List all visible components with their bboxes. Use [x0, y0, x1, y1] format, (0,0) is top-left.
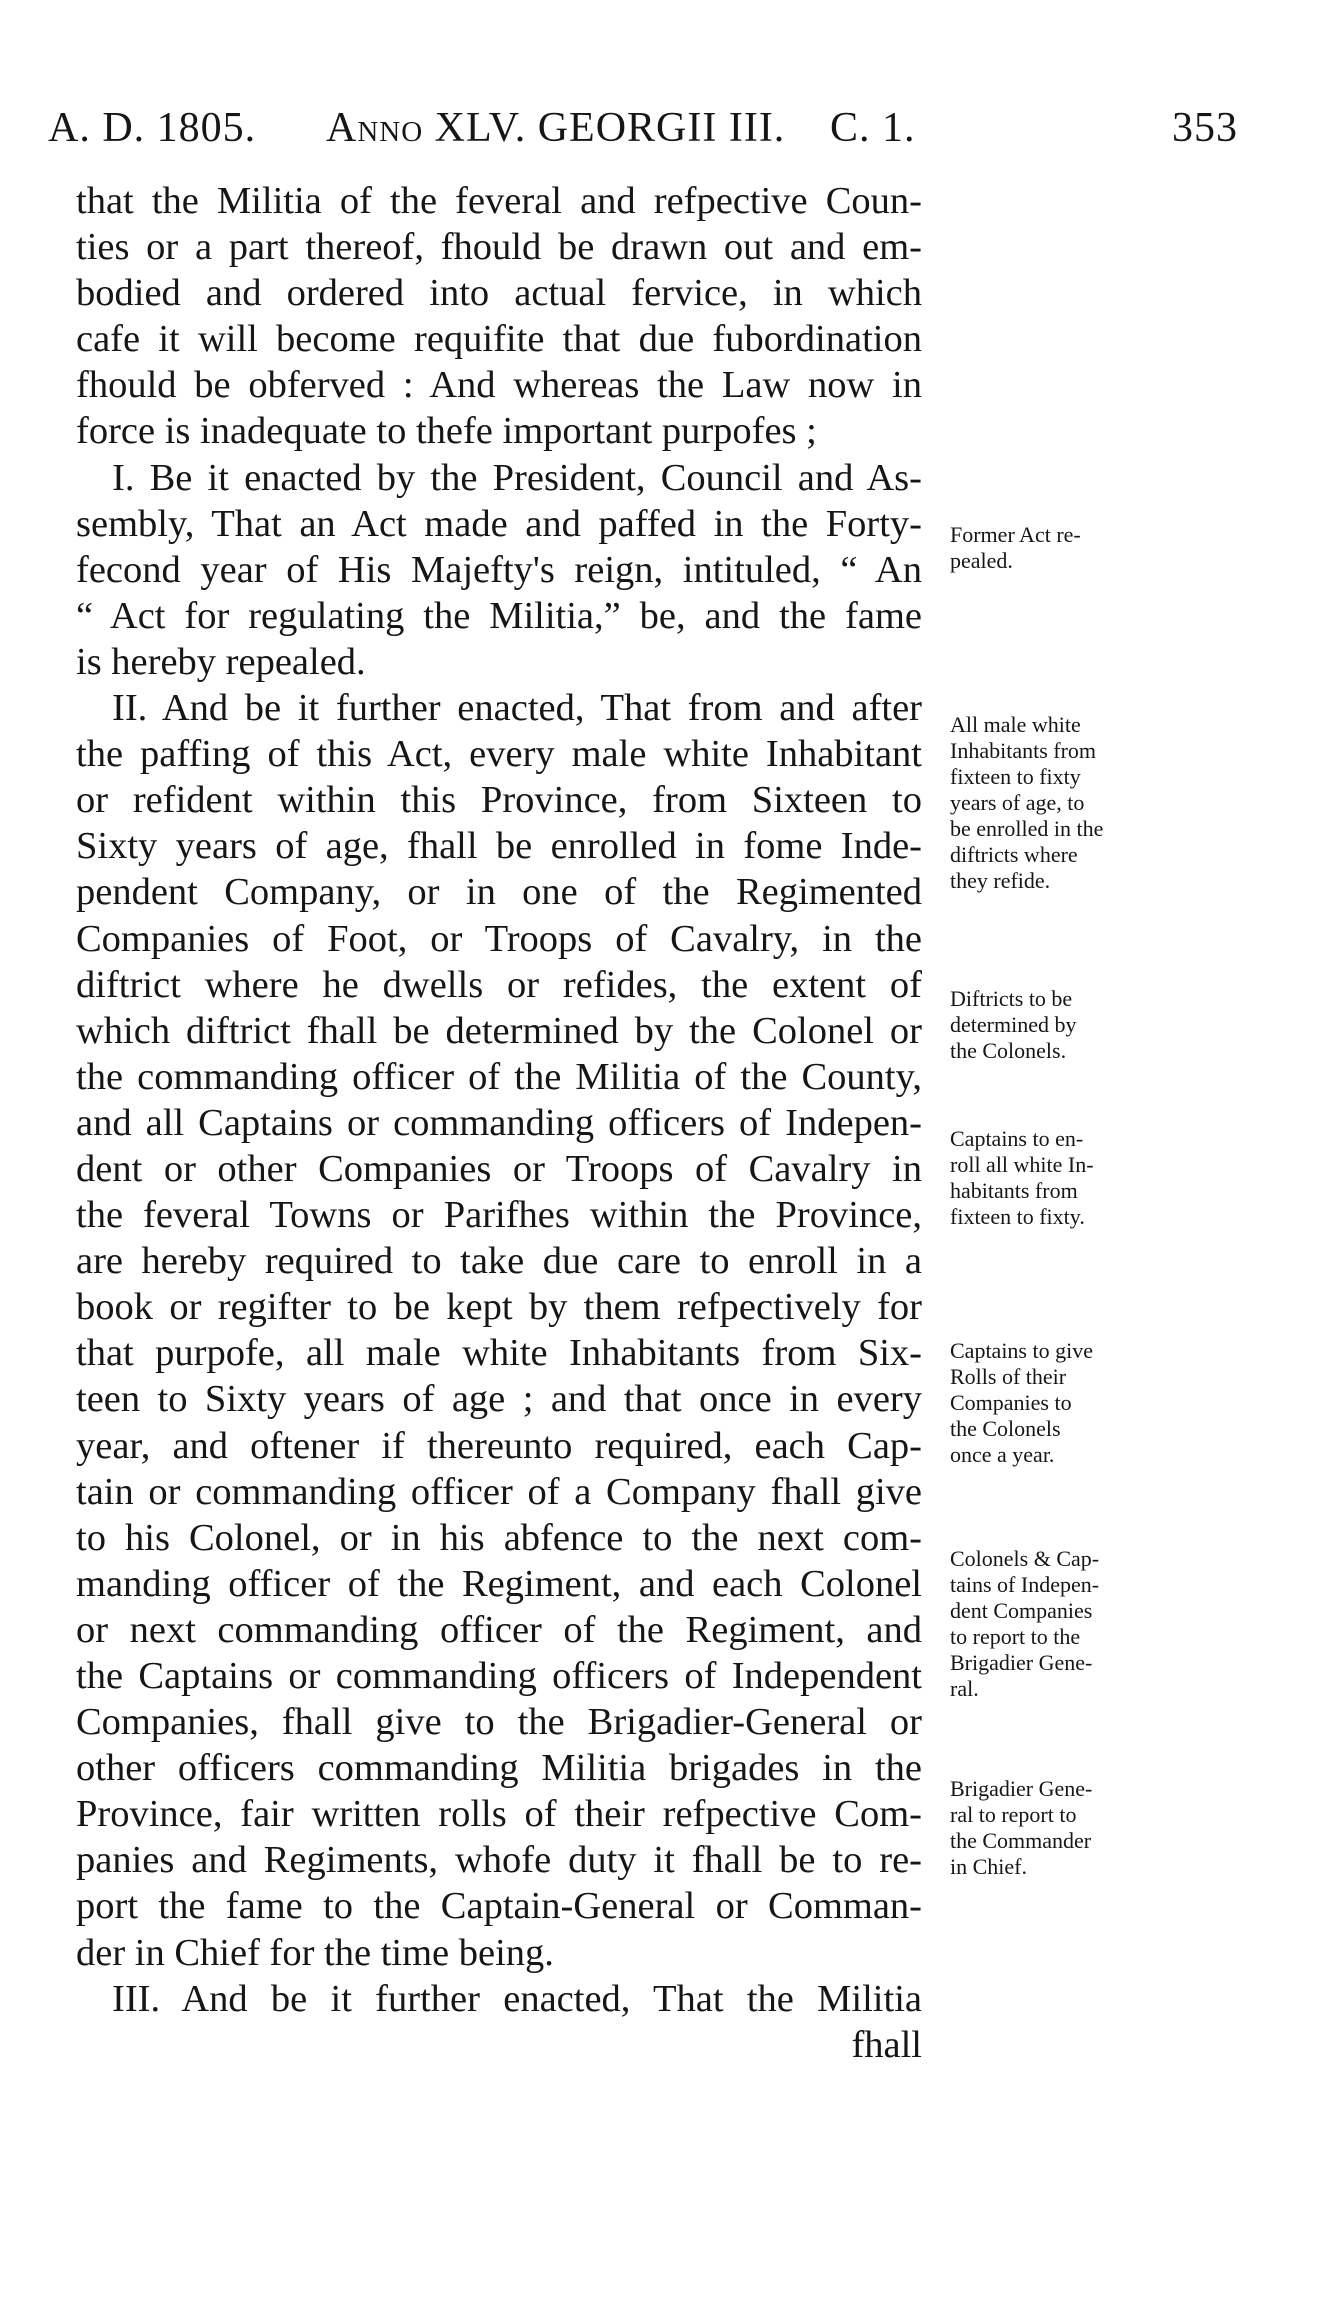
header-chapter: C. 1.	[830, 105, 916, 151]
text-line: I. Be it enacted by the President, Council and As-	[112, 456, 922, 499]
margin-note-line: ral to report to	[950, 1802, 1077, 1827]
text-line: II. And be it further enacted, That from and after	[112, 687, 922, 730]
text-line: ties or a part thereof, fhould be drawn out and em-	[76, 226, 922, 269]
text-line: the paffing of this Act, every male white Inhabitant	[76, 733, 922, 776]
margin-note-line: All male white	[950, 712, 1081, 737]
text-line: year, and oftener if thereunto required, each Cap-	[76, 1424, 922, 1467]
text-line: teen to Sixty years of age ; and that once in every	[76, 1378, 922, 1421]
header-title: Anno XLV. GEORGII III.	[326, 105, 786, 151]
margin-note-line: Inhabitants from	[950, 738, 1097, 763]
margin-note-line: be enrolled in the	[950, 816, 1104, 841]
text-line: that purpofe, all male white Inhabitants from Six-	[76, 1332, 922, 1375]
margin-note-line: they refide.	[950, 868, 1051, 893]
margin-note-line: the Colonels	[950, 1416, 1061, 1441]
margin-note	[950, 986, 1150, 1064]
text-line: bodied and ordered into actual fervice, in which	[76, 272, 922, 315]
margin-note	[950, 712, 1150, 894]
margin-note-line: Brigadier Gene-	[950, 1776, 1093, 1801]
text-line: is hereby repealed.	[76, 640, 366, 683]
margin-note-line: Captains to en-	[950, 1126, 1084, 1151]
text-line: port the fame to the Captain-General or Comman-	[76, 1885, 922, 1928]
margin-note-line: Brigadier Gene-	[950, 1650, 1093, 1675]
text-line: force is inadequate to thefe important purpofes ;	[76, 410, 817, 453]
text-line: Province, fair written rolls of their refpective Com-	[76, 1793, 922, 1836]
text-line: book or regifter to be kept by them refpectively for	[76, 1286, 922, 1329]
text-line: that the Militia of the feveral and refpective Coun-	[76, 180, 922, 222]
body-text	[76, 178, 922, 2068]
margin-note-line: years of age, to	[950, 790, 1085, 815]
margin-note-line: Colonels & Cap-	[950, 1546, 1100, 1571]
margin-note-line: Former Act re-	[950, 522, 1081, 547]
margin-note-line: Rolls of their	[950, 1364, 1067, 1389]
margin-note-line: in Chief.	[950, 1854, 1027, 1879]
margin-note	[950, 1338, 1150, 1468]
margin-note-line: once a year.	[950, 1442, 1055, 1467]
text-line: III. And be it further enacted, That the Militia	[112, 1977, 922, 2020]
margin-note-line: Diftricts to be	[950, 986, 1073, 1011]
text-line: panies and Regiments, whofe duty it fhall be to re-	[76, 1839, 922, 1882]
text-line: Companies, fhall give to the Brigadier-General or	[76, 1701, 922, 1744]
text-line: tain or commanding officer of a Company fhall give	[76, 1470, 922, 1513]
text-line: dent or other Companies or Troops of Cavalry in	[76, 1147, 922, 1190]
margin-note-line: fixteen to fixty	[950, 764, 1081, 789]
text-line: der in Chief for the time being.	[76, 1931, 554, 1974]
text-line: the commanding officer of the Militia of the County,	[76, 1055, 922, 1098]
text-line: pendent Company, or in one of the Regimented	[76, 871, 922, 914]
text-line: which diftrict fhall be determined by the Colonel or	[76, 1009, 922, 1052]
text-line: are hereby required to take due care to enroll in a	[76, 1240, 922, 1283]
running-header	[48, 104, 1238, 164]
text-line: the feveral Towns or Parifhes within the Province,	[76, 1194, 922, 1237]
text-line: Companies of Foot, or Troops of Cavalry, in the	[76, 917, 922, 960]
header-date: A. D. 1805.	[48, 105, 257, 151]
text-line: fecond year of His Majefty's reign, intituled, “ An	[76, 548, 922, 591]
margin-note-line: tains of Indepen-	[950, 1572, 1100, 1597]
catchword: fhall	[851, 2023, 922, 2066]
text-line: other officers commanding Militia brigades in the	[76, 1747, 922, 1790]
margin-note-line: ral.	[950, 1676, 979, 1701]
text-line: or next commanding officer of the Regiment, and	[76, 1608, 922, 1651]
margin-note-line: dent Companies	[950, 1598, 1093, 1623]
margin-note-line: habitants from	[950, 1178, 1078, 1203]
margin-note-line: Captains to give	[950, 1338, 1093, 1363]
text-line: the Captains or commanding officers of Independent	[76, 1655, 922, 1697]
text-line: Sixty years of age, fhall be enrolled in fome Inde-	[76, 825, 922, 868]
margin-note-line: fixteen to fixty.	[950, 1204, 1085, 1229]
page-number: 353	[1172, 105, 1238, 151]
text-line: sembly, That an Act made and paffed in the Forty-	[76, 502, 922, 545]
margin-note	[950, 522, 1150, 574]
text-line: manding officer of the Regiment, and each Colonel	[76, 1562, 922, 1605]
margin-note-line: Companies to	[950, 1390, 1072, 1415]
text-line: fhould be obferved : And whereas the Law now in	[76, 364, 922, 407]
text-line: or refident within this Province, from Sixteen to	[76, 779, 922, 822]
margin-note	[950, 1126, 1150, 1230]
text-line: “ Act for regulating the Militia,” be, and the fame	[76, 594, 922, 637]
margin-note-line: determined by	[950, 1012, 1077, 1037]
text-line: cafe it will become requifite that due fubordination	[76, 318, 922, 361]
margin-note	[950, 1776, 1150, 1880]
margin-note-line: to report to the	[950, 1624, 1081, 1649]
margin-note-line: roll all white In-	[950, 1152, 1094, 1177]
text-line: to his Colonel, or in his abfence to the next com-	[76, 1516, 922, 1559]
margin-note-line: pealed.	[950, 548, 1013, 573]
margin-note	[950, 1546, 1150, 1702]
text-line: and all Captains or commanding officers of Indepen-	[76, 1101, 922, 1144]
margin-note-line: diftricts where	[950, 842, 1078, 867]
text-line: diftrict where he dwells or refides, the extent of	[76, 963, 922, 1006]
margin-note-line: the Colonels.	[950, 1038, 1067, 1063]
margin-note-line: the Commander	[950, 1828, 1092, 1853]
